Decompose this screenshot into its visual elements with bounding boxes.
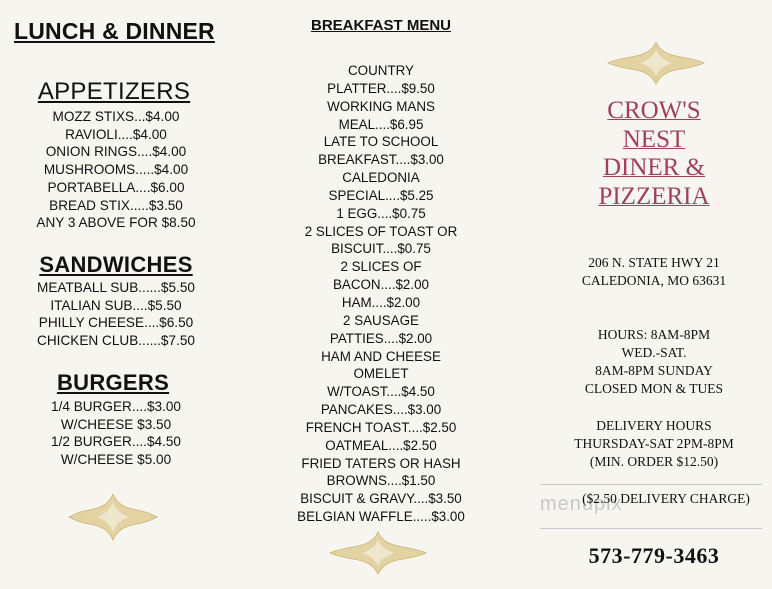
hours-line: HOURS: 8AM-8PM <box>597 327 711 342</box>
burgers-section <box>0 370 232 469</box>
divider <box>540 528 762 529</box>
menu-item: MEATBALL SUB......$5.50 <box>37 280 195 295</box>
address-line: 206 N. STATE HWY 21 <box>588 255 720 270</box>
menu-item: ONION RINGS....$4.00 <box>45 144 187 160</box>
breakfast-line: SPECIAL....$5.25 <box>328 187 434 203</box>
title-line: NEST <box>622 125 686 153</box>
breakfast-line: BISCUIT & GRAVY....$3.50 <box>300 491 462 507</box>
appetizers-title: APPETIZERS <box>37 78 191 105</box>
breakfast-line: PANCAKES....$3.00 <box>320 402 442 418</box>
flourish-ornament-icon <box>606 40 706 86</box>
burgers-title: BURGERS <box>56 370 170 395</box>
delivery-hours <box>536 417 772 471</box>
menu-item: ITALIAN SUB....$5.50 <box>50 297 182 313</box>
menu-item: ANY 3 ABOVE FOR $8.50 <box>36 215 196 231</box>
breakfast-line: WORKING MANS <box>327 98 435 114</box>
flourish-ornament-icon <box>328 530 428 576</box>
menu-item: RAVIOLI....$4.00 <box>65 126 167 142</box>
breakfast-line: OATMEAL....$2.50 <box>325 437 437 453</box>
breakfast-line: BACON....$2.00 <box>332 277 429 293</box>
title-line: PIZZERIA <box>598 182 710 210</box>
flourish-ornament-icon <box>67 492 159 542</box>
hours-line: CLOSED MON & TUES <box>584 381 724 396</box>
breakfast-line: HAM AND CHEESE <box>321 348 441 364</box>
divider <box>540 484 762 485</box>
breakfast-line: COUNTRY <box>348 63 414 78</box>
breakfast-line: 1 EGG....$0.75 <box>336 205 426 221</box>
breakfast-line: BELGIAN WAFFLE.....$3.00 <box>297 509 465 525</box>
menu-item: CHICKEN CLUB......$7.50 <box>37 333 195 349</box>
breakfast-line: BROWNS....$1.50 <box>326 473 436 489</box>
info-column <box>536 0 772 589</box>
delivery-line: DELIVERY HOURS <box>596 418 712 433</box>
breakfast-line: HAM....$2.00 <box>341 294 421 310</box>
menupix-watermark: menupix <box>540 493 623 515</box>
menu-item: 1/2 BURGER....$4.50 <box>51 434 181 450</box>
menu-item: PHILLY CHEESE....$6.50 <box>38 315 194 331</box>
address-line: CALEDONIA, MO 63631 <box>581 273 727 288</box>
breakfast-line: 2 SLICES OF <box>340 259 422 275</box>
sandwiches-section <box>0 252 232 350</box>
breakfast-line: 2 SLICES OF TOAST OR <box>304 223 458 239</box>
breakfast-line: MEAL....$6.95 <box>338 116 424 132</box>
sandwiches-title: SANDWICHES <box>39 252 193 277</box>
menu-item: PORTABELLA....$6.00 <box>47 179 185 195</box>
breakfast-column <box>250 0 512 589</box>
hours-line: 8AM-8PM SUNDAY <box>595 363 713 378</box>
delivery-line: (MIN. ORDER $12.50) <box>589 454 719 469</box>
breakfast-line: CALEDONIA <box>342 170 420 186</box>
menu-item: W/CHEESE $3.50 <box>60 416 172 432</box>
appetizers-section <box>0 78 232 232</box>
breakfast-line: LATE TO SCHOOL <box>323 134 439 150</box>
title-line: DINER & <box>602 154 706 181</box>
delivery-charge: ($2.50 DELIVERY CHARGE) <box>582 491 750 506</box>
breakfast-line: OMELET <box>353 366 409 382</box>
address <box>536 254 772 290</box>
breakfast-line: 2 SAUSAGE <box>343 312 419 328</box>
restaurant-title <box>536 97 772 211</box>
delivery-line: THURSDAY-SAT 2PM-8PM <box>574 436 734 451</box>
breakfast-line: W/TOAST....$4.50 <box>327 384 435 400</box>
menu-item: W/CHEESE $5.00 <box>60 452 172 468</box>
breakfast-line: BREAKFAST....$3.00 <box>318 152 444 168</box>
breakfast-list <box>250 62 512 526</box>
menu-item: MOZZ STIXS...$4.00 <box>52 109 180 124</box>
title-line: CROW'S <box>607 97 701 124</box>
breakfast-line: BISCUIT....$0.75 <box>331 241 431 257</box>
menu-item: BREAD STIX.....$3.50 <box>49 197 183 213</box>
menu-item: MUSHROOMS.....$4.00 <box>43 162 189 178</box>
breakfast-menu-heading: BREAKFAST MENU <box>310 17 451 34</box>
lunch-dinner-column <box>0 0 232 589</box>
hours <box>536 326 772 398</box>
lunch-dinner-heading: LUNCH & DINNER <box>14 18 215 44</box>
breakfast-line: FRENCH TOAST....$2.50 <box>305 419 457 435</box>
phone-number: 573-779-3463 <box>588 543 720 568</box>
breakfast-line: PLATTER....$9.50 <box>327 80 435 96</box>
breakfast-line: FRIED TATERS OR HASH <box>301 455 461 471</box>
hours-line: WED.-SAT. <box>621 345 687 360</box>
menu-item: 1/4 BURGER....$3.00 <box>51 399 181 414</box>
breakfast-line: PATTIES....$2.00 <box>329 330 433 346</box>
